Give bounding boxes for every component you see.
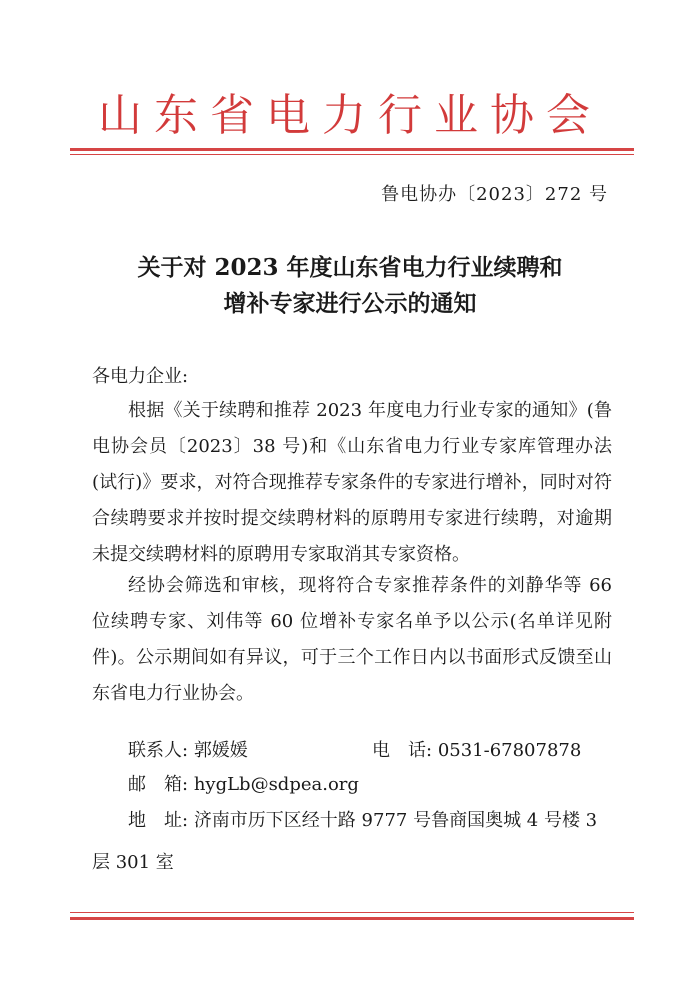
notice-title-line-2: 增补专家进行公示的通知 (223, 290, 477, 317)
salutation: 各电力企业: (92, 366, 189, 387)
header-rule-thick (70, 148, 634, 151)
notice-title-line-1: 关于对 2023 年度山东省电力行业续聘和 (137, 254, 563, 281)
contact-address (92, 800, 612, 884)
contact-person-label: 联系人: (128, 740, 189, 761)
document-number: 鲁电协办〔2023〕272 号 (381, 184, 608, 205)
contact-address-value: 济南市历下区经十路 9777 号鲁商国奥城 4 号楼 3 层 301 室 (92, 810, 598, 873)
contact-email-label: 邮 箱: (128, 774, 189, 795)
contact-phone-value: 0531-67807878 (437, 740, 582, 761)
contact-person (128, 736, 248, 762)
contact-phone-label: 电 话: (372, 740, 433, 761)
contact-address-label: 地 址: (128, 810, 189, 831)
contact-email-value: hygLb@sdpea.org (193, 774, 359, 795)
contact-phone (372, 736, 581, 762)
contact-person-value: 郭媛媛 (193, 740, 248, 761)
footer-rule-thick (70, 917, 634, 920)
contact-email (128, 770, 359, 796)
body-paragraph-2: 经协会筛选和审核，现将符合专家推荐条件的刘静华等 66 位续聘专家、刘伟等 60 位增补专家名单予以公示(名单详见附件)。公示期间如有异议，可于三个工作日内以书面形式反馈至山东省电力行业协会。 (92, 575, 612, 704)
footer-rule-thin (70, 912, 634, 913)
body-paragraph-1: 根据《关于续聘和推荐 2023 年度电力行业专家的通知》(鲁电协会员〔2023〕38 号)和《山东省电力行业专家库管理办法(试行)》要求，对符合现推荐专家条件的专家进行增补，同时对符合续聘要求并按时提交续聘材料的原聘用专家进行续聘，对逾期未提交续聘材料的原聘用专家取消其专家资格。 (92, 400, 612, 565)
org-letterhead: 山东省电力行业协会 (98, 90, 602, 141)
header-rule-thin (70, 154, 634, 155)
